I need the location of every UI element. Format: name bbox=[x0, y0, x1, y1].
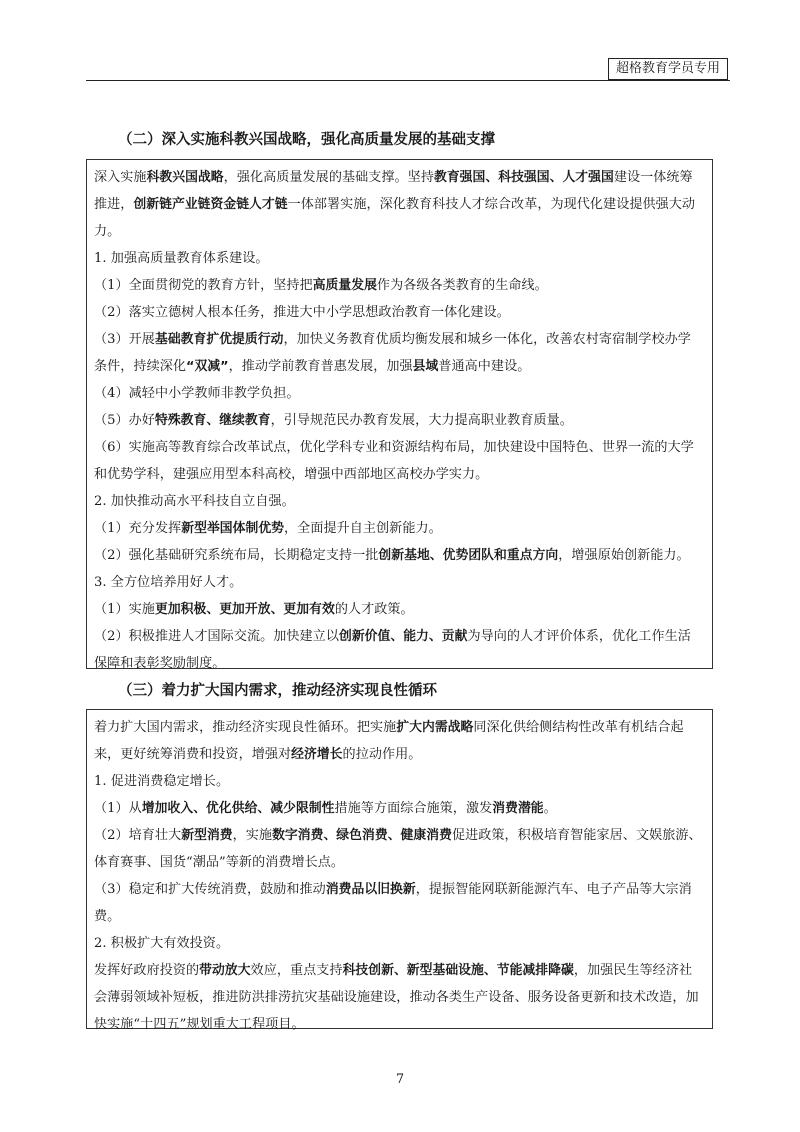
paragraph: （2）强化基础研究系统布局，长期稳定支持一批创新基地、优势团队和重点方向，增强原始创新能力。 bbox=[94, 548, 690, 563]
restricted-use-stamp: 超格教育学员专用 bbox=[608, 58, 728, 80]
paragraph: （2）培育壮大新型消费，实施数字消费、绿色消费、健康消费促进政策，积极培育智能家居、文娱旅游、体育赛事、国货“潮品”等新的消费增长点。 bbox=[94, 828, 702, 870]
paragraph: 1. 加强高质量教育体系建设。 bbox=[94, 251, 269, 266]
paragraph: 2. 积极扩大有效投资。 bbox=[94, 936, 230, 951]
page-number: 7 bbox=[395, 1072, 405, 1087]
paragraph: （6）实施高等教育综合改革试点，优化学科专业和资源结构布局，加快建设中国特色、世界一流的大学和优势学科，建强应用型本科高校，增强中西部地区高校办学实力。 bbox=[94, 440, 694, 482]
paragraph: 着力扩大国内需求，推动经济实现良性循环。把实施扩大内需战略同深化供给侧结构性改革有机结合起来，更好统筹消费和投资，增强对经济增长的拉动作用。 bbox=[94, 720, 684, 762]
paragraph: 3. 全方位培养用好人才。 bbox=[94, 575, 243, 590]
paragraph: 2. 加快推动高水平科技自立自强。 bbox=[94, 494, 295, 509]
paragraph: （2）积极推进人才国际交流。加快建立以创新价值、能力、贡献为导向的人才评价体系，优化工作生活保障和表彰奖励制度。 bbox=[94, 629, 691, 671]
paragraph: （4）减轻中小学教师非教学负担。 bbox=[94, 386, 300, 401]
paragraph: （1）充分发挥新型举国体制优势，全面提升自主创新能力。 bbox=[94, 521, 442, 536]
section-box-domestic-demand bbox=[86, 709, 713, 1032]
paragraph: （1）全面贯彻党的教育方针，坚持把高质量发展作为各级各类教育的生命线。 bbox=[94, 278, 548, 293]
paragraph: （2）落实立德树人根本任务，推进大中小学思想政治教育一体化建设。 bbox=[94, 305, 510, 320]
paragraph: （3）稳定和扩大传统消费，鼓励和推动消费品以旧换新，提振智能网联新能源汽车、电子产品等大宗消费。 bbox=[94, 882, 692, 924]
paragraph: 深入实施科教兴国战略，强化高质量发展的基础支撑。坚持教育强国、科技强国、人才强国建设一体统筹推进，创新链产业链资金链人才链一体部署实施，深化教育科技人才综合改革，为现代化建设提供强大动力。 bbox=[94, 170, 696, 239]
paragraph: （5）办好特殊教育、继续教育，引导规范民办教育发展，大力提高职业教育质量。 bbox=[94, 413, 573, 428]
paragraph: （1）从增加收入、优化供给、减少限制性措施等方面综合施策，激发消费潜能。 bbox=[94, 801, 557, 816]
paragraph: 1. 促进消费稳定增长。 bbox=[94, 774, 230, 789]
paragraph: （3）开展基础教育扩优提质行动，加快义务教育优质均衡发展和城乡一体化，改善农村寄宿制学校办学条件，持续深化“双减”，推动学前教育普惠发展，加强县域普通高中建设。 bbox=[94, 332, 691, 374]
section-title-education: （二）深入实施科教兴国战略，强化高质量发展的基础支撑 bbox=[118, 132, 495, 148]
paragraph: 发挥好政府投资的带动放大效应，重点支持科技创新、新型基础设施、节能减排降碳，加强民生等经济社会薄弱领域补短板，推进防洪排涝抗灾基础设施建设，推动各类生产设备、服务设备更新和技术改造，加快实施“十四五”规划重大工程项目。 bbox=[94, 963, 699, 1032]
section-title-domestic-demand: （三）着力扩大国内需求，推动经济实现良性循环 bbox=[118, 683, 437, 699]
header-rule bbox=[86, 80, 730, 81]
paragraph: （1）实施更加积极、更加开放、更加有效的人才政策。 bbox=[94, 602, 414, 617]
section-box-education bbox=[86, 159, 713, 669]
